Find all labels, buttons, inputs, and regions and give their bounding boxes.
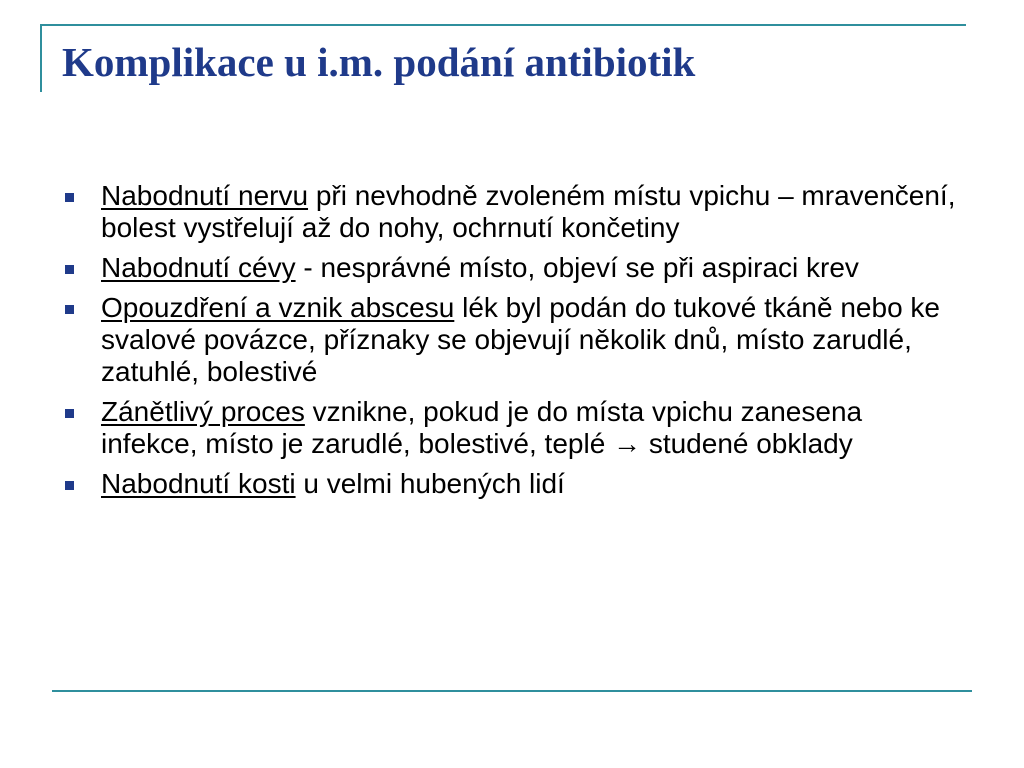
bullet-text: - nesprávné místo, objeví se při aspiraci krev	[295, 252, 859, 283]
bullet-item	[0, 252, 961, 284]
bullet-term: Nabodnutí cévy	[101, 252, 296, 283]
bullet-term: Opouzdření a vznik abscesu	[101, 292, 455, 323]
bullet-term: Nabodnutí kosti	[101, 468, 296, 499]
bottom-rule	[52, 690, 972, 692]
bullet-text: u velmi hubených lidí	[295, 468, 565, 499]
bullet-item	[0, 180, 961, 244]
square-bullet-icon	[65, 193, 74, 202]
bullet-term: Zánětlivý proces	[101, 396, 305, 427]
bullet-text: lék byl podán do tukové tkáně nebo ke svalové povázce, příznaky se objevují několik dnů, místo zarudlé, zatuhlé, bolestivé	[101, 292, 940, 387]
square-bullet-icon	[65, 481, 74, 490]
top-rule	[40, 24, 966, 26]
bullet-item	[0, 292, 961, 388]
bullet-item	[0, 396, 961, 460]
slide-title: Komplikace u i.m. podání antibiotik	[62, 39, 696, 85]
square-bullet-icon	[65, 305, 74, 314]
bullet-list	[0, 180, 1024, 508]
bullet-item	[0, 468, 961, 500]
bullet-term: Nabodnutí nervu	[101, 180, 309, 211]
square-bullet-icon	[65, 409, 74, 418]
bullet-text: při nevhodně zvoleném místu vpichu – mravenčení, bolest vystřelují až do nohy, ochrnutí končetiny	[101, 180, 956, 243]
square-bullet-icon	[65, 265, 74, 274]
bullet-text: vznikne, pokud je do místa vpichu zanesena infekce, místo je zarudlé, bolestivé, teplé → studené obklady	[101, 396, 863, 459]
left-rule	[40, 24, 42, 92]
